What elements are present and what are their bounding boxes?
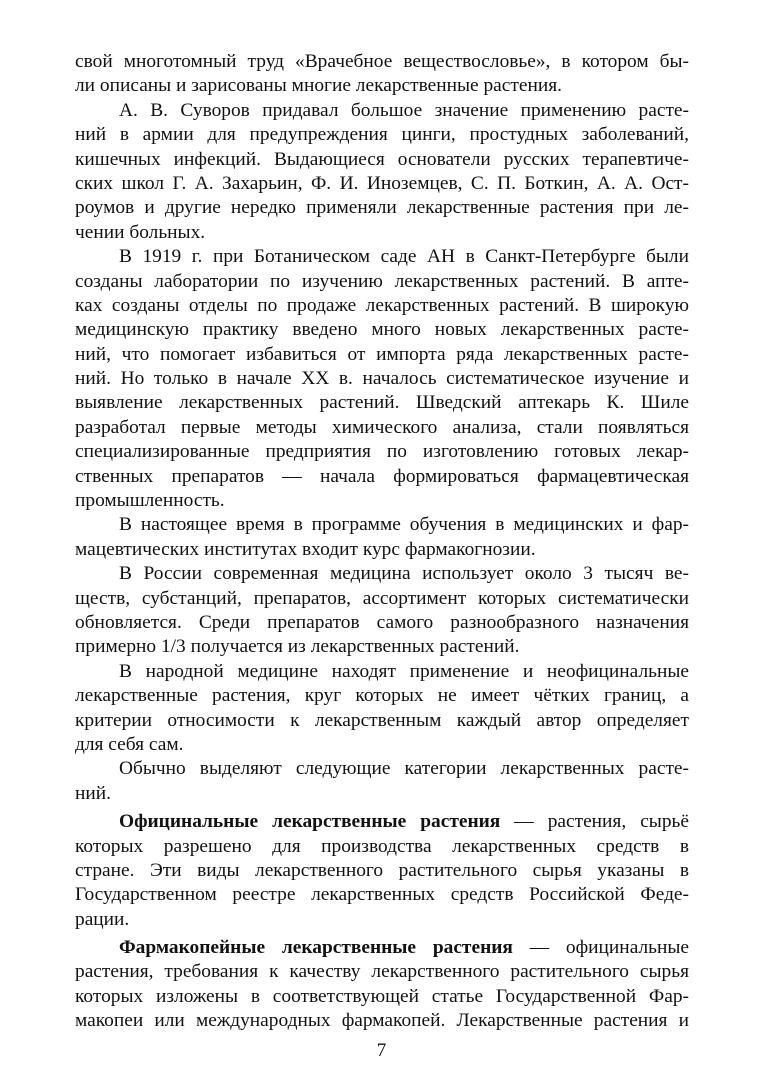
definition-pharmacopoeial-line [75, 936, 689, 960]
paragraph-start-line: Обычно выделяют следующие категории лекарственных расте- [119, 758, 689, 780]
text-line: специализированные предприятия по изготовлению готовых лекар- [75, 441, 689, 463]
text-line: ках созданы отделы по продаже лекарственных растений. В широкую [75, 294, 689, 316]
text-line: промышленность. [75, 490, 225, 512]
text-line: ний. Но только в начале XX в. началось систематическое изучение и [75, 368, 689, 390]
definition-text: официнальные [565, 937, 689, 959]
text-line: ли описаны и зарисованы многие лекарственные растения. [75, 75, 562, 97]
paragraph-start-line: В народной медицине находят применение и неофицинальные [119, 660, 689, 682]
text-line: критерии относимости к лекарственным каждый автор определяет [75, 709, 689, 731]
text-line: обновляется. Среди препаратов самого разнообразного назначения [75, 611, 689, 633]
text-line: ний в армии для предупреждения цинги, простудных заболеваний, [75, 124, 689, 146]
text-line: лекарственные растения, круг которых не имеет чётких границ, а [75, 685, 689, 707]
text-line: ществ, субстанций, препаратов, ассортимент которых систематически [75, 587, 689, 609]
text-line: разработал первые методы химического анализа, стали появляться [75, 416, 689, 438]
text-line: чении больных. [75, 221, 206, 243]
paragraph-start-line: В России современная медицина использует около 3 тысяч ве- [119, 563, 689, 585]
text-line: ний. [75, 782, 111, 804]
text-line: кишечных инфекций. Выдающиеся основатели русских терапевтиче- [75, 148, 689, 170]
text-line: ственных препаратов — начала формироваться фармацевтическая [75, 465, 689, 487]
text-line: созданы лаборатории по изучению лекарственных растений. В апте- [75, 270, 689, 292]
text-line: примерно 1/3 получается из лекарственных растений. [75, 636, 520, 658]
text-line: для себя сам. [75, 733, 184, 755]
paragraph-start-line: В настоящее время в программе обучения в медицинских и фар- [119, 514, 689, 536]
em-dash: — [514, 811, 534, 833]
text-line: ских школ Г. А. Захарьин, Ф. И. Иноземцев, С. П. Боткин, А. А. Ост- [75, 172, 689, 194]
page-number: 7 [376, 1040, 387, 1061]
text-line: медицинскую практику введено много новых лекарственных расте- [75, 319, 689, 341]
em-dash: — [529, 937, 550, 959]
text-line: мацевтических институтах входит курс фармакогнозии. [75, 538, 536, 560]
text-line: роумов и другие нередко применяли лекарственные растения при ле- [75, 197, 689, 219]
definition-text: растения, сырьё [547, 811, 689, 833]
text-line: растения, требования к качеству лекарственного растительного сырья [75, 961, 689, 983]
text-line: Государственном реестре лекарственных средств Российской Феде- [75, 884, 689, 906]
text-line: свой многотомный труд «Врачебное веществословье», в котором бы- [75, 51, 689, 72]
text-line: стране. Эти виды лекарственного растительного сырья указаны в [75, 859, 689, 881]
text-line: рации. [75, 908, 130, 930]
body-text [75, 50, 689, 1034]
paragraph-start-line: В 1919 г. при Ботаническом саде АН в Санкт-Петербурге были [119, 246, 689, 268]
definition-official-line [75, 810, 689, 834]
paragraph-start-line: А. В. Суворов придавал большое значение применению расте- [119, 99, 689, 121]
text-line: выявление лекарственных растений. Шведский аптекарь К. Шиле [75, 392, 689, 414]
term-pharmacopoeial: Фармакопейные лекарственные растения [119, 937, 513, 959]
text-line: ний, что помогает избавиться от импорта ряда лекарственных расте- [75, 343, 689, 365]
text-line: которых разрешено для производства лекарственных средств в [75, 835, 689, 857]
term-official: Официнальные лекарственные растения [119, 811, 501, 833]
text-line: макопеи или международных фармакопей. Лекарственные растения и [75, 1010, 689, 1032]
text-line: которых изложены в соответствующей статье Государственной Фар- [75, 985, 689, 1007]
